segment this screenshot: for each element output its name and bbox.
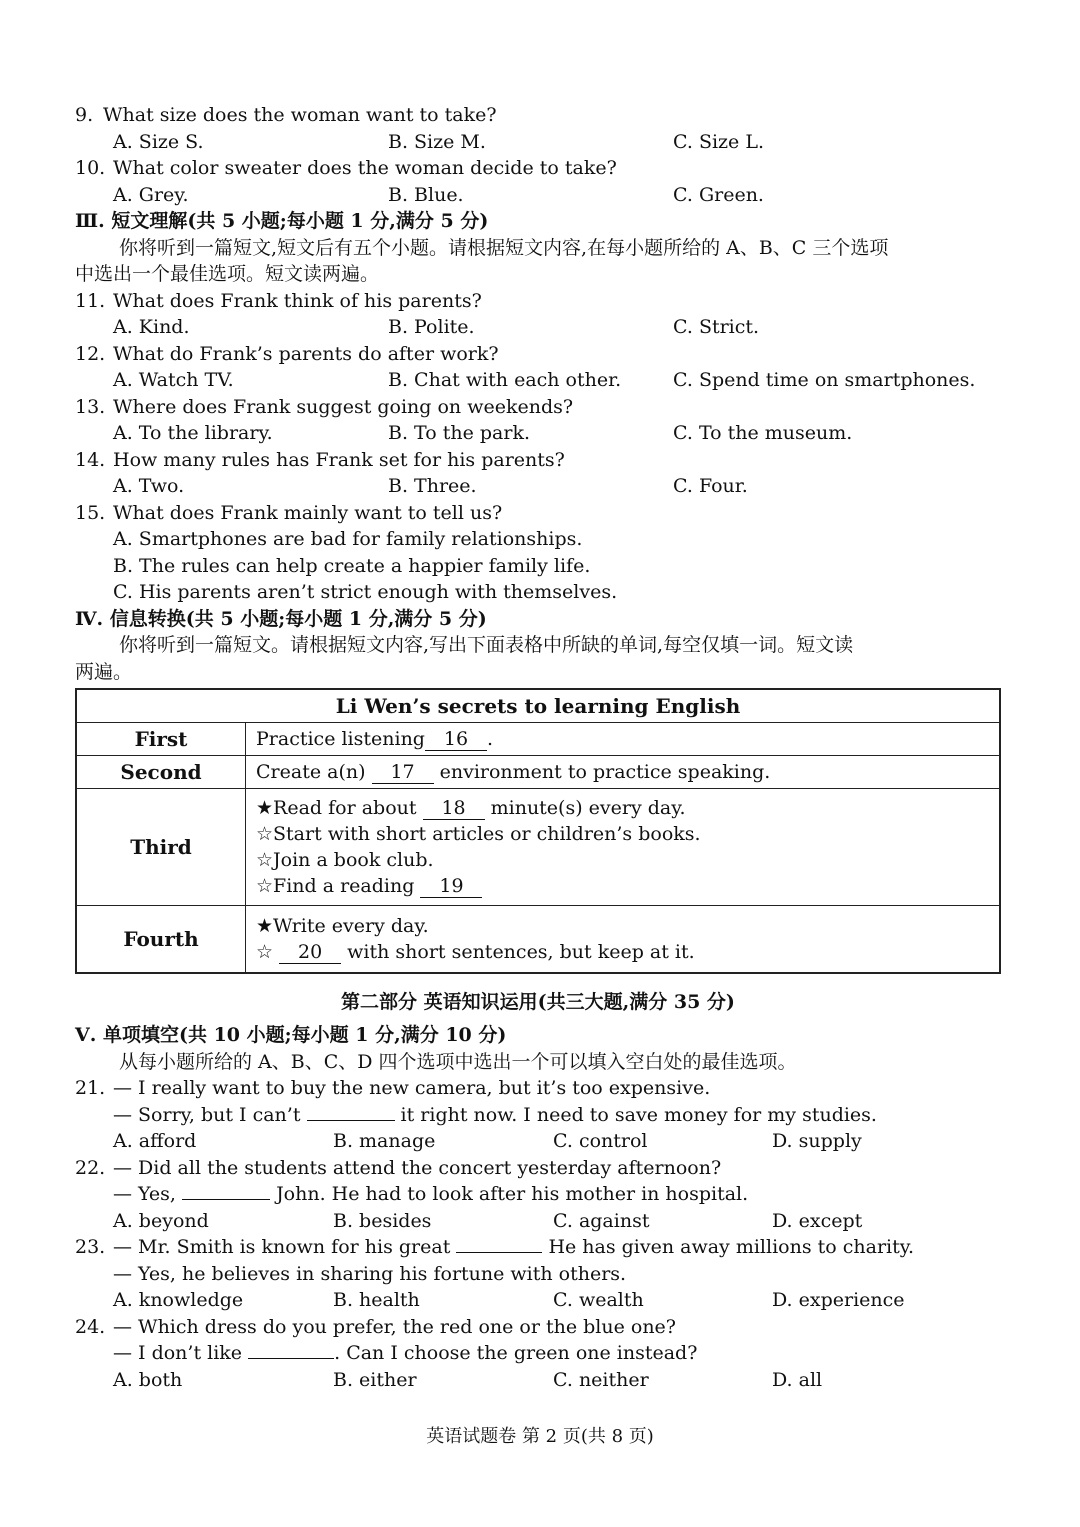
section-4-instruction-cont: 两遍。 [75,660,133,683]
page-footer: 英语试题卷 第 2 页(共 8 页) [426,1426,654,1447]
option-a: A. beyond [113,1209,209,1232]
option-a: A. afford [113,1130,197,1152]
option-c: C. Strict. [673,316,760,338]
question-number: 11. [75,289,106,312]
options-12 [75,367,1001,394]
option-c: C. wealth [553,1289,644,1311]
answer-blank[interactable] [248,1358,334,1359]
cell-text: ☆Find a reading [256,875,415,897]
question-number: 22. [75,1156,106,1179]
options-10 [75,182,1001,209]
options-21 [75,1128,1001,1155]
blank-17[interactable]: 17 [372,761,434,784]
option-a: A. To the library. [113,422,273,444]
row-label: Third [76,789,246,906]
part-2-title: 第二部分 英语知识运用(共三大题,满分 35 分) [341,991,735,1013]
text-part: John. He had to look after his mother in hospital. [276,1183,749,1205]
row-content [246,789,1001,906]
section-3-instruction-cont: 中选出一个最佳选项。短文读两遍。 [75,263,380,285]
options-13 [75,420,1001,447]
option-b: B. Polite. [388,316,475,338]
option-a: A. Watch TV. [113,369,234,391]
question-15 [75,500,1001,527]
option-a: A. Two. [113,475,185,497]
question-21-line2 [75,1102,1001,1129]
text-part: it right now. I need to save money for my studies. [400,1103,877,1126]
option-b: B. Size M. [388,130,486,153]
option-a: A. both [113,1368,183,1391]
table-row-first [76,723,1000,756]
section-5-title: Ⅴ. 单项填空(共 10 小题;每小题 1 分,满分 10 分) [75,1024,507,1046]
option-d: D. experience [772,1289,905,1311]
text-part: — Sorry, but I can’t [113,1103,301,1126]
row-label: Second [76,756,246,789]
question-text: — Yes, he believes in sharing his fortune with others. [113,1262,627,1285]
options-14 [75,473,1001,500]
answer-blank[interactable] [456,1252,542,1253]
option-c: C. control [553,1130,648,1152]
question-12 [75,341,1001,368]
section-3-instruction: 你将听到一篇短文,短文后有五个小题。请根据短文内容,在每小题所给的 A、B、C 三个选项 [119,236,889,259]
cell-text: ☆Join a book club. [256,849,434,871]
section-3-title: Ⅲ. 短文理解(共 5 小题;每小题 1 分,满分 5 分) [75,210,489,232]
question-text: — Which dress do you prefer, the red one or the blue one? [113,1315,676,1338]
cell-text: ☆ [256,941,274,963]
option-a: A. Size S. [113,130,204,153]
question-13 [75,394,1001,421]
row-label: First [76,723,246,756]
question-text: What does Frank think of his parents? [113,289,482,312]
option-a: A. knowledge [113,1289,244,1311]
question-14 [75,447,1001,474]
text-part: He has given away millions to charity. [548,1236,914,1258]
option-d: D. supply [772,1130,862,1152]
info-table [75,688,1001,974]
question-number: 13. [75,395,106,418]
option-b: B. besides [333,1209,432,1232]
cell-text: minute(s) every day. [490,797,686,819]
question-text [113,1181,748,1208]
option-d: D. except [772,1209,863,1232]
option-c: C. against [553,1209,650,1232]
question-10 [75,155,1001,182]
question-text [113,1340,697,1367]
option-c: C. neither [553,1368,649,1391]
question-22-line2 [75,1181,1001,1208]
option-15-c [75,579,1001,606]
text-part: — Mr. Smith is known for his great [113,1236,451,1258]
option-b: B. Chat with each other. [388,369,622,391]
question-23 [75,1234,1001,1261]
option-b: B. either [333,1368,417,1391]
question-9 [75,102,1001,129]
option-b: B. manage [333,1130,436,1152]
question-text: — Did all the students attend the concert yesterday afternoon? [113,1156,722,1179]
question-22 [75,1155,1001,1182]
question-text: What does Frank mainly want to tell us? [113,501,503,524]
question-number: 15. [75,501,106,524]
question-text: — I really want to buy the new camera, but it’s too expensive. [113,1077,711,1099]
option-c: C. Size L. [673,130,764,153]
question-text: What color sweater does the woman decide to take? [113,157,617,179]
option-b: B. The rules can help create a happier family life. [113,554,591,577]
question-number: 23. [75,1236,106,1258]
section-4-instruction: 你将听到一篇短文。请根据短文内容,写出下面表格中所缺的单词,每空仅填一词。短文读 [119,634,854,656]
cell-text: Create a(n) [256,760,366,783]
option-d: D. all [772,1368,823,1391]
question-text [113,1234,914,1261]
table-row-fourth [76,906,1000,974]
question-11 [75,288,1001,315]
row-content [246,723,1001,756]
question-number: 9. [75,104,94,126]
question-text [113,1102,877,1129]
question-number: 14. [75,448,106,471]
question-21 [75,1075,1001,1102]
option-a: A. Smartphones are bad for family relationships. [113,528,583,550]
question-text: How many rules has Frank set for his parents? [113,448,565,471]
option-a: A. Kind. [113,316,190,338]
question-24-line2 [75,1340,1001,1367]
option-c: C. To the museum. [673,422,853,444]
options-11 [75,314,1001,341]
blank-19[interactable]: 19 [420,875,482,898]
answer-blank[interactable] [182,1199,270,1200]
blank-18[interactable]: 18 [423,797,485,820]
exam-page [75,102,1001,1393]
table-title: Li Wen’s secrets to learning English [76,689,1000,723]
cell-text: environment to practice speaking. [439,760,771,783]
options-23 [75,1287,1001,1314]
section-4-title: Ⅳ. 信息转换(共 5 小题;每小题 1 分,满分 5 分) [75,607,487,630]
cell-text: . [486,727,494,750]
blank-20[interactable]: 20 [279,941,341,964]
question-number: 12. [75,342,106,365]
row-content [246,756,1001,789]
option-a: A. Grey. [113,183,189,206]
options-22 [75,1208,1001,1235]
answer-blank[interactable] [307,1120,395,1121]
question-number: 10. [75,157,106,179]
cell-text: ☆Start with short articles or children’s books. [256,823,701,845]
blank-16[interactable]: 16 [425,728,487,751]
row-content [246,906,1001,974]
cell-text: with short sentences, but keep at it. [347,941,695,963]
option-c: C. Green. [673,183,764,206]
options-9 [75,129,1001,156]
question-number: 21. [75,1077,106,1099]
option-b: B. Three. [388,475,477,497]
option-b: B. health [333,1289,420,1311]
table-row-third [76,789,1000,906]
option-b: B. To the park. [388,422,530,444]
option-c: C. His parents aren’t strict enough with themselves. [113,581,618,603]
option-15-b [75,553,1001,580]
option-15-a [75,526,1001,553]
text-part: — I don’t like [113,1342,243,1364]
option-c: C. Four. [673,475,748,497]
section-5-instruction: 从每小题所给的 A、B、C、D 四个选项中选出一个可以填入空白处的最佳选项。 [119,1050,797,1073]
option-c: C. Spend time on smartphones. [673,369,976,391]
cell-text: ★Read for about [256,797,417,819]
cell-text: ★Write every day. [256,915,429,937]
cell-text: Practice listening [256,727,425,750]
option-b: B. Blue. [388,183,464,206]
options-24 [75,1367,1001,1394]
question-text: Where does Frank suggest going on weekends? [113,395,574,418]
table-row-second [76,756,1000,789]
question-number: 24. [75,1315,106,1338]
text-part: . Can I choose the green one instead? [334,1342,698,1364]
row-label: Fourth [76,906,246,974]
question-text: What size does the woman want to take? [103,104,497,126]
text-part: — Yes, [113,1183,176,1205]
question-text: What do Frank’s parents do after work? [113,342,499,365]
question-24 [75,1314,1001,1341]
question-23-line2 [75,1261,1001,1288]
